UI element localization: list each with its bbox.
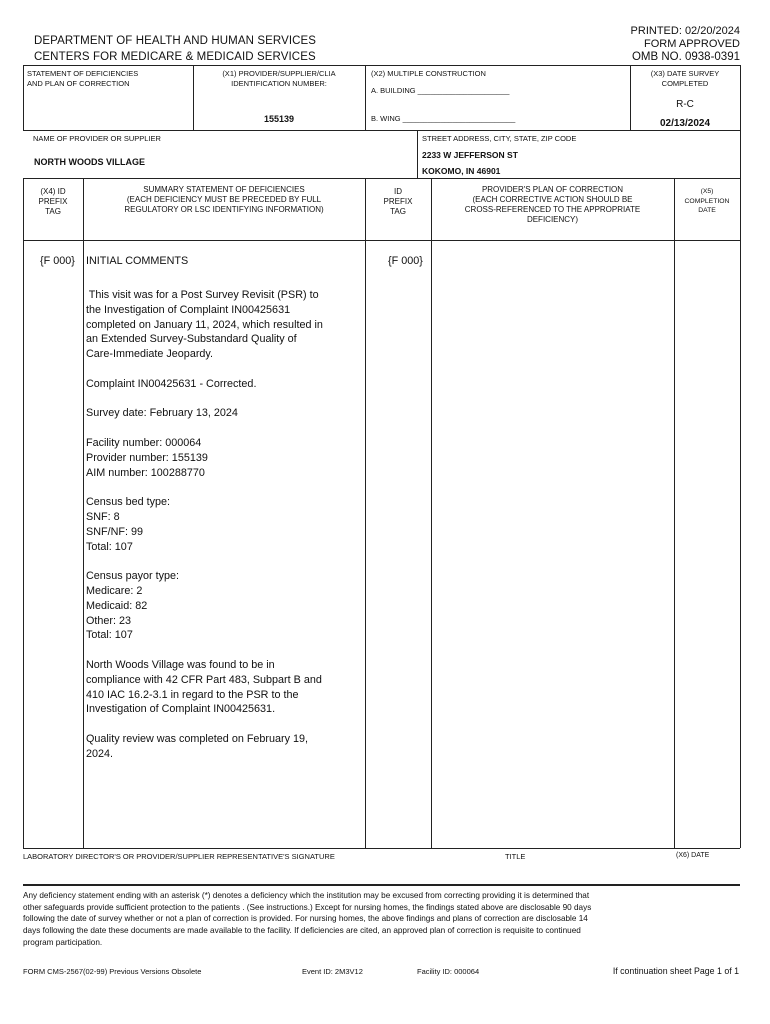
disclaimer-line: program participation. <box>23 937 103 947</box>
col-left-border <box>23 178 24 848</box>
entry-line: completed on January 11, 2024, which resulted in <box>86 318 323 331</box>
summary-header-line3: REGULATORY OR LSC IDENTIFYING INFORMATION) <box>124 205 324 214</box>
entry-paragraph <box>86 732 364 762</box>
entry-line: Census bed type: <box>86 496 171 509</box>
x1-label <box>193 69 365 88</box>
x5-header-line2: COMPLETION <box>684 197 730 205</box>
x3-code: R-C <box>676 99 694 110</box>
summary-header-line1: SUMMARY STATEMENT OF DEFICIENCIES <box>143 185 305 194</box>
disclaimer-line: days following the date these documents are made available to the facility. If deficiencies are cited, an approved plan of correction is requisite to continued <box>23 926 581 936</box>
x2-divider <box>365 65 366 130</box>
entry-paragraph <box>86 569 364 643</box>
col-right-border <box>740 178 741 848</box>
entry-paragraph <box>86 377 364 392</box>
entry-line: Quality review was completed on February 19, <box>86 732 309 745</box>
x3-label <box>630 69 740 88</box>
entry-line: 2024. <box>86 747 114 760</box>
entry-paragraph <box>86 436 364 480</box>
x4-header-line1: (X4) ID <box>40 187 66 196</box>
entry-line: SNF/NF: 99 <box>86 525 143 538</box>
x5-header-line3: DATE <box>698 207 716 214</box>
entry-line: North Woods Village was found to be in <box>86 658 275 671</box>
col-divider-summary <box>365 178 366 848</box>
entry-line: Other: 23 <box>86 614 132 627</box>
x4-header-line2: PREFIX <box>38 197 68 206</box>
col-divider-x4 <box>83 178 84 848</box>
statement-label-line2: AND PLAN OF CORRECTION <box>27 78 130 88</box>
centers-title: CENTERS FOR MEDICARE & MEDICAID SERVICES <box>34 51 316 63</box>
body-bottom-border <box>23 848 740 849</box>
x1-label-line2: IDENTIFICATION NUMBER: <box>231 78 327 88</box>
omb-number: OMB NO. 0938-0391 <box>631 51 740 63</box>
statement-label-line1: STATEMENT OF DEFICIENCIES <box>27 69 139 78</box>
street-address: 2233 W JEFFERSON ST <box>422 150 518 160</box>
top-box-left-border <box>23 65 24 130</box>
top-box-bottom-border <box>23 130 740 131</box>
x1-provider-number: 155139 <box>263 114 295 124</box>
top-box-top-border <box>23 65 740 66</box>
entry-line: Census payor type: <box>86 570 180 583</box>
x3-label-line1: (X3) DATE SURVEY <box>650 69 720 78</box>
x2-label: (X2) MULTIPLE CONSTRUCTION <box>371 69 486 78</box>
x4-header <box>23 187 83 217</box>
agency-header <box>34 33 316 65</box>
id-header-line2: PREFIX <box>383 197 413 206</box>
plan-header-line4: DEFICIENCY) <box>526 215 579 224</box>
summary-header-line2: (EACH DEFICIENCY MUST BE PRECEDED BY FULL <box>126 195 322 204</box>
form-approved: FORM APPROVED <box>644 38 740 50</box>
disclaimer-line: following the date of survey whether or not a plan of correction is provided. For nursing homes, the above findings and plans of correction are disclosable 14 <box>23 914 588 924</box>
facility-id: Facility ID: 000064 <box>417 967 480 976</box>
x4-header-line3: TAG <box>45 207 61 216</box>
entry-line: Total: 107 <box>86 629 133 642</box>
id-header-line1: ID <box>394 187 402 196</box>
entry-heading: INITIAL COMMENTS <box>86 255 189 267</box>
entry-line: SNF: 8 <box>86 510 120 523</box>
top-box-right-border <box>740 65 741 178</box>
column-header-bottom <box>23 240 740 241</box>
plan-header-line1: PROVIDER'S PLAN OF CORRECTION <box>481 185 624 194</box>
entry-paragraph <box>86 495 364 554</box>
entry-line: the Investigation of Complaint IN00425631 <box>86 303 291 316</box>
wing-label: B. WING ___________________________ <box>371 114 516 123</box>
summary-header <box>83 185 365 215</box>
disclaimer-line: Any deficiency statement ending with an asterisk (*) denotes a deficiency which the institution may be excused from correcting providing it is determined that <box>23 891 590 900</box>
left-tag: {F 000} <box>40 255 75 267</box>
provider-divider <box>417 130 418 178</box>
entry-line: Investigation of Complaint IN00425631. <box>86 703 276 716</box>
address-label: STREET ADDRESS, CITY, STATE, ZIP CODE <box>422 134 577 143</box>
col-divider-plan <box>674 178 675 848</box>
entry-line: Provider number: 155139 <box>86 451 208 464</box>
form-approval-block <box>631 25 740 64</box>
footer-rule <box>23 884 740 886</box>
form-id: FORM CMS-2567(02-99) Previous Versions Obsolete <box>23 967 202 976</box>
x3-survey-date: 02/13/2024 <box>659 118 711 129</box>
department-title: DEPARTMENT OF HEALTH AND HUMAN SERVICES <box>34 35 317 47</box>
entry-line: 410 IAC 16.2-3.1 in regard to the PSR to the <box>86 688 299 701</box>
title-label: TITLE <box>505 852 526 861</box>
right-tag: {F 000} <box>388 255 423 267</box>
building-label: A. BUILDING ______________________ <box>371 86 510 95</box>
plan-header-line3: CROSS-REFERENCED TO THE APPROPRIATE <box>464 205 641 214</box>
disclaimer-paragraph <box>23 890 743 949</box>
city-state-zip: KOKOMO, IN 46901 <box>422 166 501 176</box>
entry-line: an Extended Survey-Substandard Quality of <box>86 333 297 346</box>
entry-line: Complaint IN00425631 - Corrected. <box>86 377 257 390</box>
entry-paragraph <box>86 406 364 421</box>
disclaimer-line: other safeguards provide sufficient protection to the patients . (See instructions.) Except for nursing homes, the findings stated above are disclosable 90 days <box>23 902 592 912</box>
signature-label: LABORATORY DIRECTOR'S OR PROVIDER/SUPPLIER REPRESENTATIVE'S SIGNATURE <box>23 852 335 861</box>
entry-line: Survey date: February 13, 2024 <box>86 407 238 420</box>
printed-date: PRINTED: 02/20/2024 <box>630 25 740 37</box>
plan-of-correction-header <box>431 185 674 225</box>
x1-label-line1: (X1) PROVIDER/SUPPLIER/CLIA <box>222 69 336 78</box>
signature-date-label: (X6) DATE <box>676 852 710 859</box>
id-prefix-header <box>365 187 431 217</box>
entry-line: Medicaid: 82 <box>86 599 148 612</box>
entry-line: This visit was for a Post Survey Revisit (PSR) to <box>86 289 319 301</box>
provider-box-bottom <box>23 178 740 179</box>
id-header-line3: TAG <box>390 207 406 216</box>
entry-line: Total: 107 <box>86 540 133 553</box>
plan-header-line2: (EACH CORRECTIVE ACTION SHOULD BE <box>472 195 633 204</box>
x5-header <box>674 187 740 216</box>
x5-header-line1: (X5) <box>700 188 714 195</box>
entry-line: Medicare: 2 <box>86 584 143 597</box>
entry-line: compliance with 42 CFR Part 483, Subpart B and <box>86 673 322 686</box>
entry-line: Facility number: 000064 <box>86 436 202 449</box>
statement-label <box>27 69 138 88</box>
col-divider-id <box>431 178 432 848</box>
provider-name: NORTH WOODS VILLAGE <box>34 157 145 167</box>
continuation-page: If continuation sheet Page 1 of 1 <box>612 966 739 976</box>
provider-name-label: NAME OF PROVIDER OR SUPPLIER <box>33 134 161 143</box>
event-id: Event ID: 2M3V12 <box>302 967 363 976</box>
x3-label-line2: COMPLETED <box>661 78 709 88</box>
entry-line: AIM number: 100288770 <box>86 466 205 479</box>
entry-body <box>86 288 364 776</box>
entry-paragraph <box>86 288 364 362</box>
entry-paragraph <box>86 658 364 717</box>
entry-line: Care-Immediate Jeopardy. <box>86 348 214 361</box>
